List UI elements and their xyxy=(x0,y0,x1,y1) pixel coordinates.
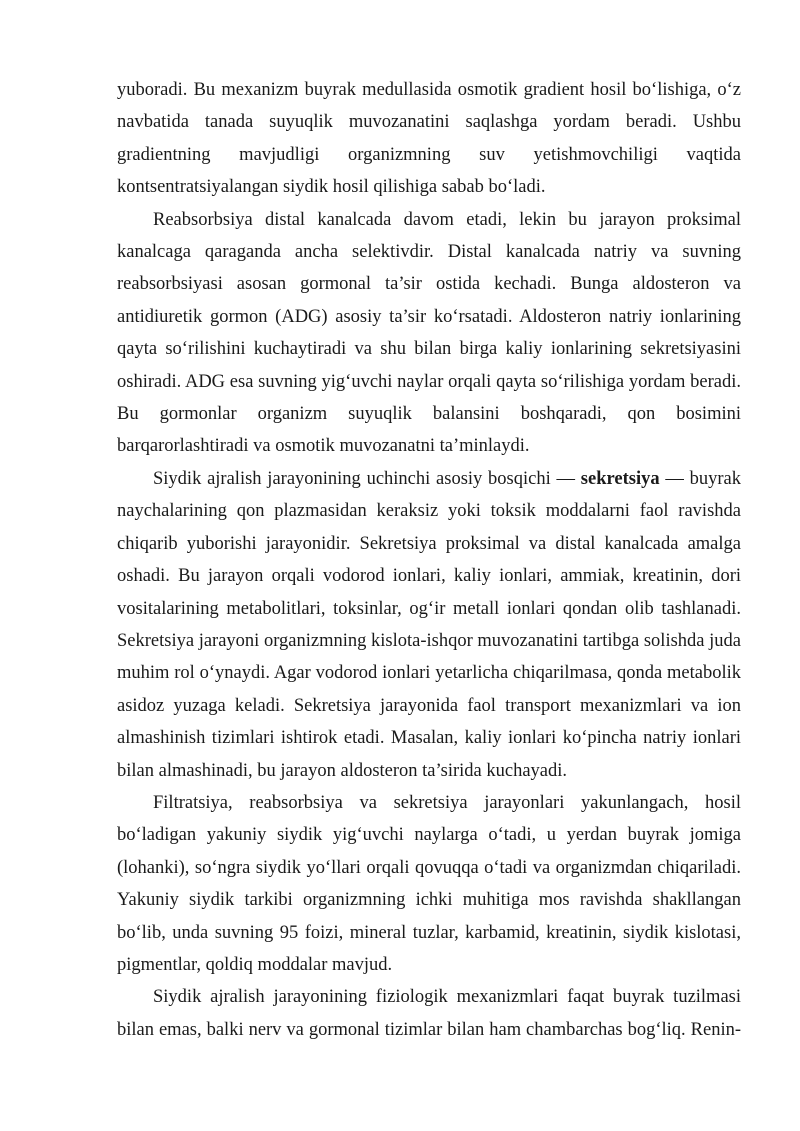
paragraph-3 xyxy=(117,463,741,787)
paragraph-3-lead: Siydik ajralish jarayonining uchinchi asosiy bosqichi — xyxy=(153,468,581,489)
term-sekretsiya: sekretsiya xyxy=(580,468,660,489)
paragraph-4: Filtratsiya, reabsorbsiya va sekretsiya jarayonlari yakunlangach, hosil bo‘ladigan yakuniy siydik yig‘uvchi naylarga o‘tadi, u yerdan buyrak jomiga (lohanki), so‘ngra siydik yo‘llari orqali qovuqqa o‘tadi va organizmdan chiqariladi. Yakuniy siydik tarkibi organizmning ichki muhitiga mos ravishda shakllangan bo‘lib, unda suvning 95 foizi, mineral tuzlar, karbamid, kreatinin, siydik kislotasi, pigmentlar, qoldiq moddalar mavjud. xyxy=(117,792,741,975)
paragraph-3-body: — buyrak naychalarining qon plazmasidan keraksiz yoki toksik moddalarni faol ravishda chiqarib yuborishi jarayonidir. Sekretsiya proksimal va distal kanalcada amalga oshadi. Bu jarayon orqali vodorod ionlari, kaliy ionlari, ammiak, kreatinin, dori vositalarining metabolitlari, toksinlar, og‘ir metall ionlari qondan olib tashlanadi. Sekretsiya jarayoni organizmning kislota-ishqor muvozanatini tartibga solishda juda muhim rol o‘ynaydi. Agar vodorod ionlari yetarlicha chiqarilmasa, qonda metabolik asidoz yuzaga keladi. Sekretsiya jarayonida faol transport mexanizmlari va ion almashinish tizimlari ishtirok etadi. Masalan, kaliy ionlari ko‘pincha natriy ionlari bilan almashinadi, bu jarayon aldosteron ta’sirida kuchayadi. xyxy=(117,468,742,781)
paragraph-5: Siydik ajralish jarayonining fiziologik mexanizmlari faqat buyrak tuzilmasi bilan emas, balki nerv va gormonal tizimlar bilan ham chambarchas bog‘liq. Renin- xyxy=(117,987,741,1040)
document-page xyxy=(117,74,741,1046)
paragraph-2: Reabsorbsiya distal kanalcada davom etadi, lekin bu jarayon proksimal kanalcaga qaraganda ancha selektivdir. Distal kanalcada natriy va suvning reabsorbsiyasi asosan gormonal ta’sir ostida kechadi. Bunga aldosteron va antidiuretik gormon (ADG) asosiy ta’sir ko‘rsatadi. Aldosteron natriy ionlarining qayta so‘rilishini kuchaytiradi va shu bilan birga kaliy ionlarining sekretsiyasini oshiradi. ADG esa suvning yig‘uvchi naylar orqali qayta so‘rilishiga yordam beradi. Bu gormonlar organizm suyuqlik balansini boshqaradi, qon bosimini barqarorlashtiradi va osmotik muvozanatni ta’minlaydi. xyxy=(117,209,741,457)
paragraph-1: yuboradi. Bu mexanizm buyrak medullasida osmotik gradient hosil bo‘lishiga, o‘z navbatida tanada suyuqlik muvozanatini saqlashga yordam beradi. Ushbu gradientning mavjudligi organizmning suv yetishmovchiligi vaqtida kontsentratsiyalangan siydik hosil qilishiga sabab bo‘ladi. xyxy=(117,80,741,198)
